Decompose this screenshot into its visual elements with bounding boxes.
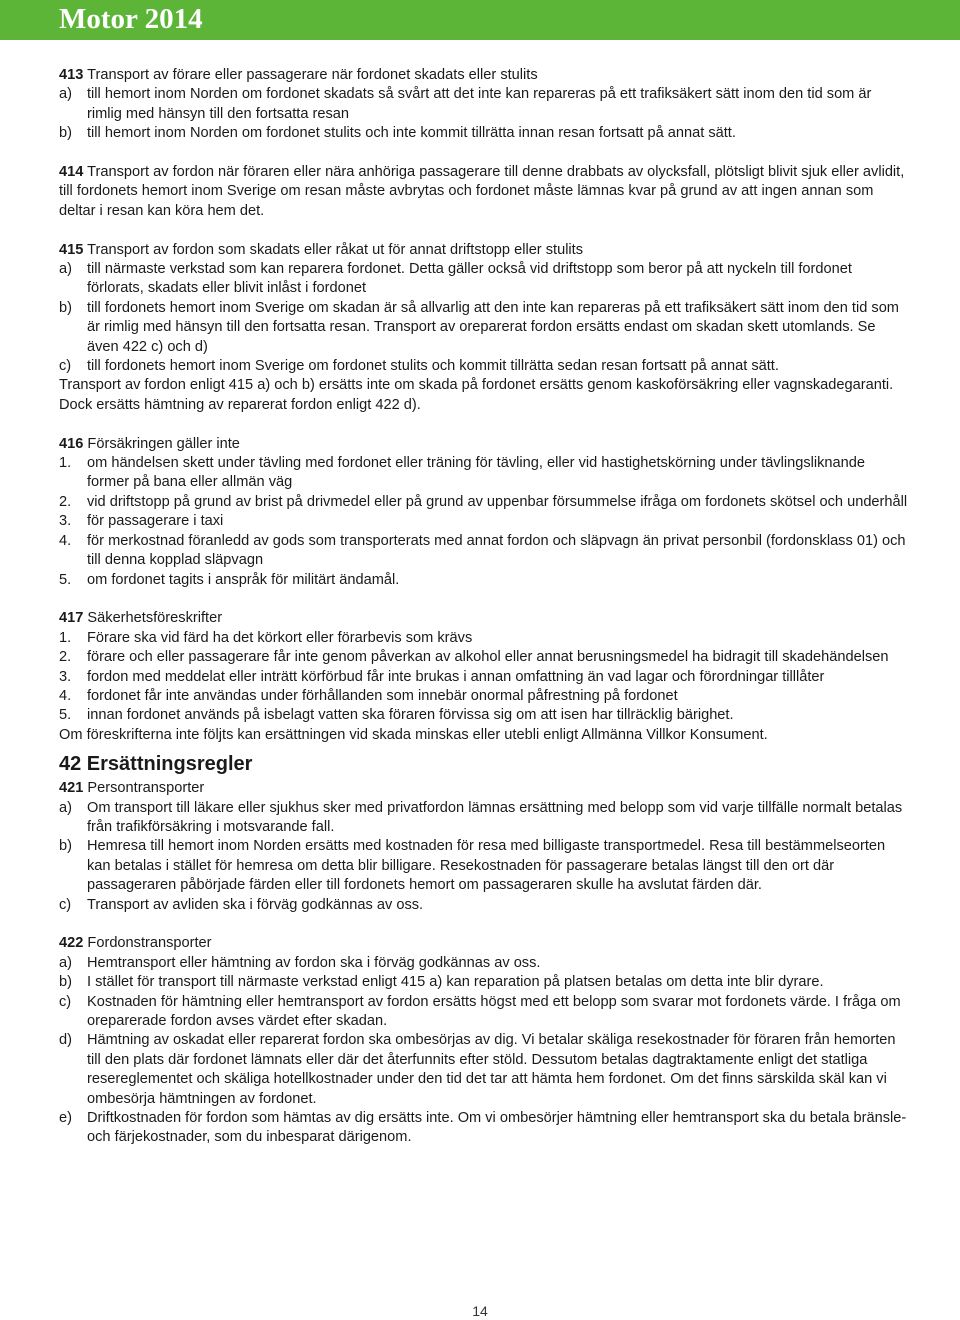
section-417 [59, 609, 909, 745]
list-marker: 2. [59, 649, 72, 666]
list-text: Kostnaden för hämtning eller hemtransport av fordon ersätts högst med ett belopp som svarar mot fordonets värde. I fråga om oreparerade fordon avses värdet efter skadan. [87, 993, 901, 1030]
section-title: Transport av fordon som skadats eller råkat ut för annat driftstopp eller stulits [87, 241, 584, 258]
section-heading [59, 934, 909, 953]
list-text: till fordonets hemort inom Sverige om fordonet stulits och kommit tillrätta sedan resan fortsatt på annat sätt. [87, 358, 779, 375]
section-415 [59, 241, 909, 416]
document-title: Motor 2014 [59, 3, 203, 35]
list-text: förare och eller passagerare får inte genom påverkan av alkohol eller annat berusningsmedel ha bidragit till skadehändelsen [87, 649, 889, 666]
section-title: Transport av förare eller passagerare när fordonet skadats eller stulits [87, 67, 538, 83]
list-item [59, 532, 909, 571]
section-number: 413 [59, 67, 84, 83]
list-item [59, 1109, 909, 1148]
list-text: Om transport till läkare eller sjukhus sker med privatfordon lämnas ersättning med belopp som vid varje tillfälle normalt betalas från trafikförsäkring i motsvarande fall. [87, 799, 903, 835]
section-number: 415 [59, 241, 84, 258]
list-text: till hemort inom Norden om fordonet skadats så svårt att det inte kan repareras på ett trafiksäkert sätt inom den tid som är rimlig med hänsyn till den fortsatta resan [87, 86, 872, 122]
list-item [59, 799, 909, 838]
section-note: Om föreskrifterna inte följts kan ersättningen vid skada minskas eller utebli enligt Allmänna Villkor Konsument. [59, 726, 768, 743]
list-text: till fordonets hemort inom Sverige om skadan är så allvarlig att den inte kan repareras på ett trafiksäkert sätt inom den tid som är rimlig med hänsyn till den fortsatta resan. Transport av oreparerat fordon ersätts endast om skadan skett utomlands. Se även 422 c) och d) [87, 299, 899, 355]
section-title: Transport av fordon när föraren eller nära anhöriga passagerare till denne drabbats av olycksfall, plötsligt blivit sjuk eller avlidit, till fordonets hemort inom Sverige om resan måste avbrytas och fordonet måste lämnas kvar på grund av att ingen annan som deltar i resan kan köra hem det. [59, 164, 905, 219]
section-413 [59, 66, 909, 144]
document-body [59, 66, 909, 1167]
list-item [59, 706, 909, 725]
list-item [59, 260, 909, 299]
list-text: fordon med meddelat eller inträtt körförbud får inte brukas i annan omfattning än vad lagar och förordningar tilllåter [87, 668, 825, 685]
chapter-heading: 42 Ersättningsregler [59, 753, 253, 776]
header-band [0, 0, 960, 40]
list-item [59, 973, 909, 992]
section-heading [59, 609, 909, 628]
section-title: Fordonstransporter [87, 935, 212, 952]
section-number: 416 [59, 435, 84, 452]
list-marker: a) [59, 86, 72, 103]
section-421 [59, 779, 909, 915]
list-text: Hämtning av oskadat eller reparerat fordon ska ombesörjas av dig. Vi betalar skäliga resekostnader för föraren från hemorten till den plats där fordonet lämnats eller där det återfunnits efter stöld. Dessutom betalas dagtraktamente enligt det statliga resereglementet och skäliga hotellkostnader under den tid det tar att hämta hem fordonet. Om det finns särskilda skäl kan vi ombesörja hämtningen av fordonet. [87, 1032, 896, 1107]
section-heading [59, 66, 909, 85]
section-heading [59, 241, 909, 260]
list-marker: 5. [59, 571, 72, 588]
list-marker: b) [59, 299, 72, 316]
list-text: fordonet får inte användas under förhållanden som innebär onormal påfrestning på fordonet [87, 687, 678, 704]
list-marker: b) [59, 125, 72, 142]
list-text: innan fordonet används på isbelagt vatten ska föraren förvissa sig om att isen har tillräcklig bärighet. [87, 707, 734, 724]
list-marker: a) [59, 799, 72, 816]
section-title: Säkerhetsföreskrifter [87, 610, 223, 627]
section-title: Försäkringen gäller inte [87, 435, 240, 452]
list-item [59, 896, 909, 915]
section-title: Persontransporter [87, 780, 205, 797]
list-text: vid driftstopp på grund av brist på drivmedel eller på grund av uppenbar försummelse ifråga om fordonets skötsel och underhåll [87, 493, 908, 510]
page-number: 14 [472, 1303, 488, 1319]
list-marker: 5. [59, 707, 72, 724]
list-item [59, 954, 909, 973]
section-heading [59, 779, 909, 798]
list-marker: b) [59, 974, 72, 991]
list-text: Hemtransport eller hämtning av fordon ska i förväg godkännas av oss. [87, 954, 541, 971]
list-item [59, 571, 909, 590]
list-item [59, 299, 909, 357]
list-text: I stället för transport till närmaste verkstad enligt 415 a) kan reparation på platsen betalas om detta inte blir dyrare. [87, 974, 824, 991]
list-item [59, 85, 909, 124]
section-heading [59, 435, 909, 454]
list-item [59, 1031, 909, 1109]
list-item [59, 837, 909, 895]
section-422 [59, 934, 909, 1147]
list-marker: d) [59, 1032, 72, 1049]
section-note: Transport av fordon enligt 415 a) och b) ersätts inte om skada på fordonet ersätts genom kaskoförsäkring eller vagnskadegaranti. Dock ersätts hämtning av reparerat fordon enligt 422 d). [59, 377, 894, 413]
section-414 [59, 163, 909, 221]
section-416 [59, 435, 909, 590]
section-number: 422 [59, 935, 84, 952]
list-item [59, 454, 909, 493]
section-heading [59, 163, 909, 221]
list-marker: 4. [59, 687, 72, 704]
list-text: om händelsen skett under tävling med fordonet eller träning för tävling, eller vid hastighetskörning under tävlingsliknande former på bana eller allmän väg [87, 455, 865, 491]
list-item [59, 124, 909, 143]
list-marker: 3. [59, 513, 72, 530]
list-text: för passagerare i taxi [87, 513, 224, 530]
list-item [59, 648, 909, 667]
list-marker: a) [59, 261, 72, 278]
list-marker: 1. [59, 455, 72, 472]
list-item [59, 493, 909, 512]
list-marker: 3. [59, 668, 72, 685]
list-item [59, 668, 909, 687]
list-marker: e) [59, 1110, 72, 1127]
list-marker: b) [59, 838, 72, 855]
list-text: för merkostnad föranledd av gods som transporterats med annat fordon och släpvagn än privat personbil (fordonsklass 01) och till denna kopplad släpvagn [87, 532, 906, 569]
list-text: Driftkostnaden för fordon som hämtas av dig ersätts inte. Om vi ombesörjer hämtning eller hemtransport ska du betala bränsle- och färjekostnader, som du inbesparat därigenom. [87, 1110, 907, 1146]
list-text: om fordonet tagits i anspråk för militärt ändamål. [87, 571, 400, 588]
section-number: 417 [59, 610, 84, 627]
list-text: Transport av avliden ska i förväg godkännas av oss. [87, 896, 424, 913]
list-marker: c) [59, 896, 72, 913]
list-marker: c) [59, 993, 72, 1010]
section-number: 414 [59, 164, 84, 181]
list-marker: 1. [59, 629, 72, 646]
list-marker: 4. [59, 532, 72, 549]
list-item [59, 629, 909, 648]
list-item [59, 512, 909, 531]
list-item [59, 993, 909, 1032]
list-text: till närmaste verkstad som kan reparera fordonet. Detta gäller också vid driftstopp som beror på att nyckeln till fordonet förlorats, skadats eller blivit inlåst i fordonet [87, 261, 852, 297]
list-marker: c) [59, 358, 72, 375]
list-item [59, 357, 909, 376]
list-marker: 2. [59, 493, 72, 510]
list-item [59, 687, 909, 706]
list-marker: a) [59, 954, 72, 971]
section-number: 421 [59, 780, 84, 797]
list-text: Hemresa till hemort inom Norden ersätts med kostnaden för resa med billigaste transportmedel. Resa till bestämmelseorten kan betalas i stället för hemresa om detta blir billigare. Resekostnaden för passagerare betalas längst till den ort där passageraren påbörjade färden eller till fordonets hemort om passageraren skulle ha avslutat färden där. [87, 838, 886, 894]
list-text: till hemort inom Norden om fordonet stulits och inte kommit tillrätta innan resan fortsatt på annat sätt. [87, 125, 736, 142]
list-text: Förare ska vid färd ha det körkort eller förarbevis som krävs [87, 629, 473, 646]
